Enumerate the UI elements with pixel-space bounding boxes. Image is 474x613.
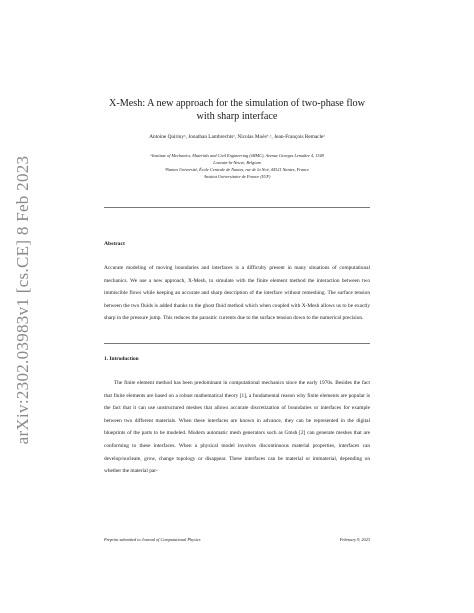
section-heading: 1. Introduction: [104, 356, 139, 362]
author-list: Antoine Quirinyᵃ, Jonathan Lambrechtsᵃ, Nicolas Moësᵇ˒ᶜ, Jean-François Remacleᵃ: [149, 134, 325, 140]
arxiv-sidebar: [8, 140, 38, 460]
divider: [104, 343, 370, 344]
footer-date: February 9, 2023: [339, 537, 370, 542]
paper-title: X-Mesh: A new approach for the simulation of two-phase flow with sharp interface: [108, 98, 366, 122]
affiliations: [104, 152, 370, 180]
divider: [104, 207, 370, 208]
affiliation-line: ᵇNantes Université, École Centrale de Nantes, rue de la Noë, 44321 Nantes, France: [164, 167, 310, 172]
affiliation-line: Louvain-la-Neuve, Belgium: [213, 160, 261, 165]
affiliation-line: ᶜInstitut Universitaire de France (IUF): [203, 174, 271, 179]
abstract-text: Accurate modeling of moving boundaries and interfaces is a difficulty present in many situations of computational mechanics. We use a new approach, X-Mesh, to simulate with the finite element method the interaction between two immiscible flows while keeping an accurate and sharp description of the interface without remeshing. The surface tension between the two fluids is added thanks to the ghost fluid method which when coupled with X-Mesh allows us to be exactly sharp in the pressure jump. This reduces the parasitic currents due to the surface tension down to the numerical precision.: [104, 265, 370, 322]
footer-journal: Preprint submitted to Journal of Computational Physics: [104, 537, 201, 542]
affiliation-line: ᵃInstitute of Mechanics, Materials and Civil Engineering (iMMC), Avenue Georges Lemaître 4, 1348: [150, 153, 324, 158]
introduction-text: The finite element method has been predominant in computational mechanics since the early 1970s. Besides the fact that finite elements are based on a robust mathematical theory [1], a fundamental reason why finite elements are popular is the fact that it can use unstructured meshes that allows accurate discretization of boundaries or interfaces for example between two different materials. When these interfaces are known in advance, they can be represented in the digital blueprints of the parts to be modeled. Modern automatic mesh generators such as Gmsh [2] can generate meshes that are conforming to these interfaces. When a physical model involves discontinuous material properties, interfaces can develop/nucleate, grow, change topology or disappear. These interfaces can be material or immaterial, depending on whether the material par-: [104, 380, 370, 475]
arxiv-identifier: arXiv:2302.03983v1 [cs.CE] 8 Feb 2023: [13, 155, 32, 445]
abstract-heading: Abstract: [104, 241, 125, 247]
